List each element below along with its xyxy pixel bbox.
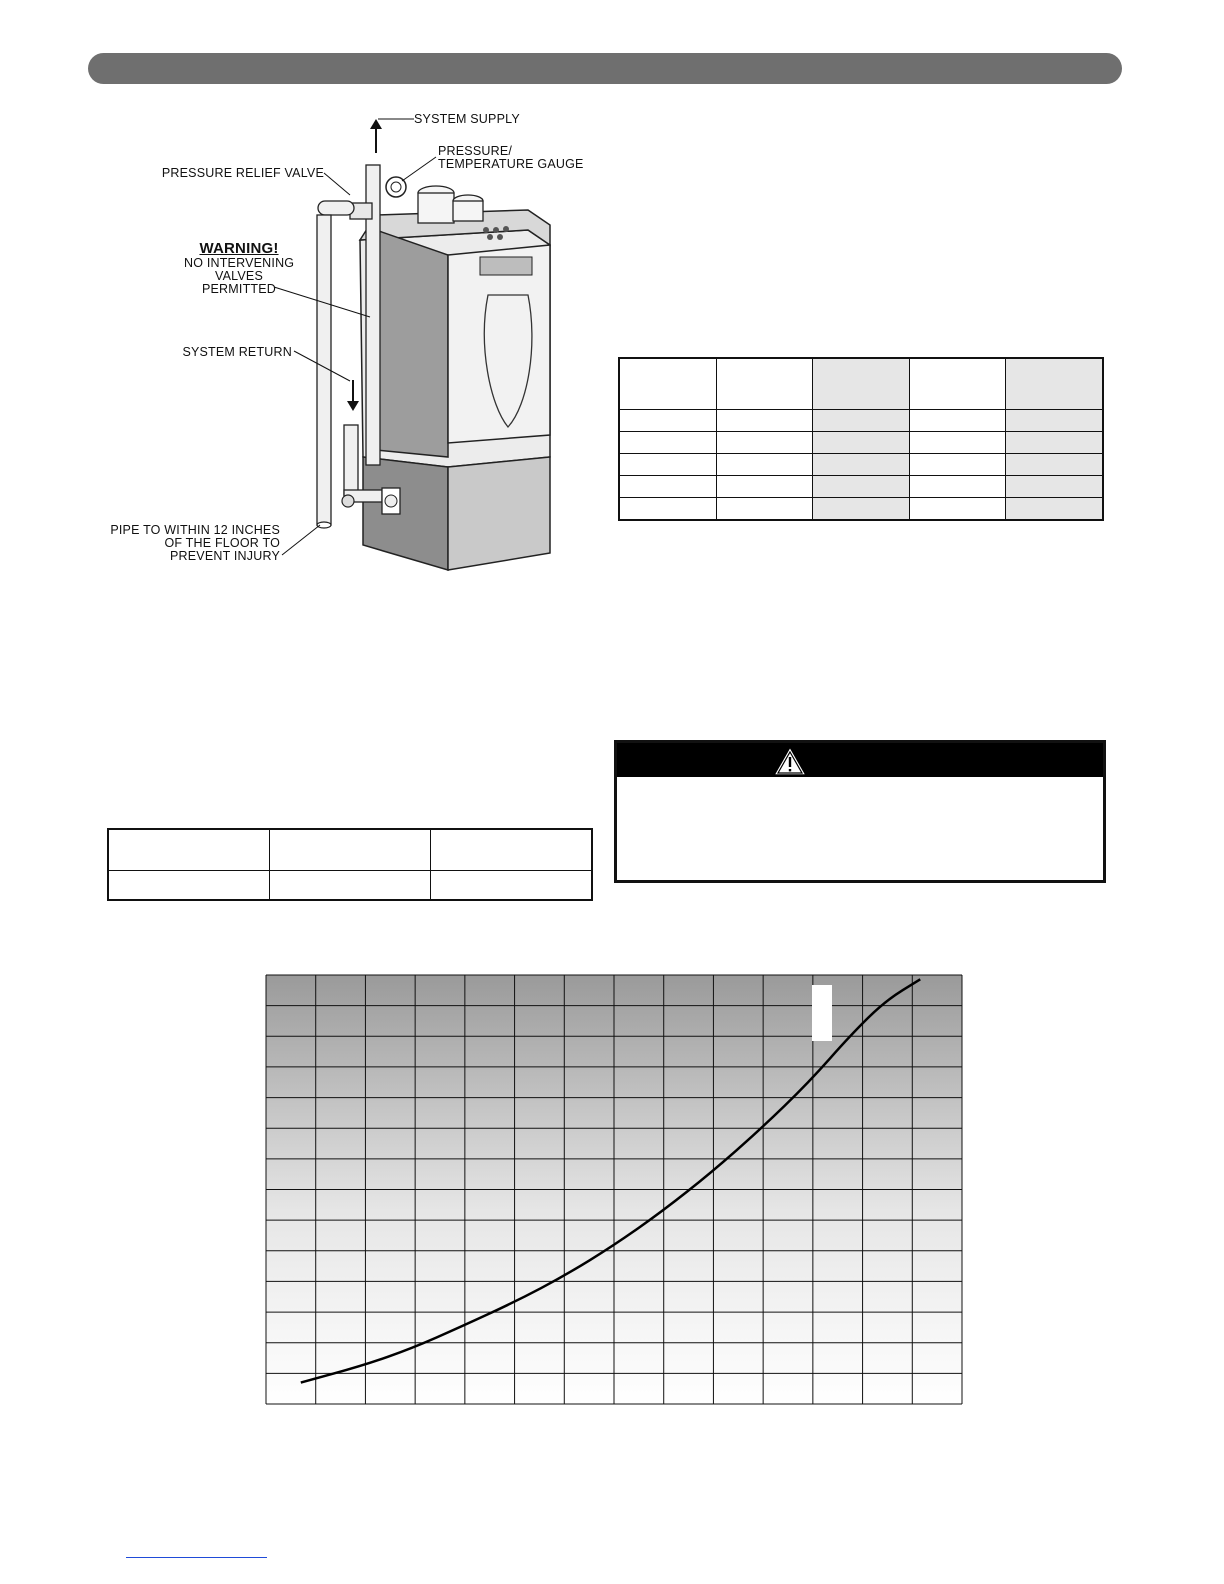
table-cell <box>813 476 910 498</box>
table-cell <box>716 498 813 521</box>
table-cell <box>813 498 910 521</box>
callout-pipe-to-floor <box>110 524 280 563</box>
table-cell <box>619 454 716 476</box>
warning-header <box>617 743 1103 777</box>
table-cell <box>909 498 1006 521</box>
callout-system-supply: SYSTEM SUPPLY <box>414 112 520 126</box>
table-cell <box>909 454 1006 476</box>
table-cell <box>1006 358 1103 410</box>
callout-pressure-relief-valve: PRESSURE RELIEF VALVE <box>161 166 324 180</box>
table-cell <box>1006 476 1103 498</box>
table-row <box>619 476 1103 498</box>
table-header-row <box>108 829 592 871</box>
table-cell <box>716 454 813 476</box>
table-cell <box>1006 498 1103 521</box>
warning-line2: VALVES <box>215 269 263 283</box>
table-cell <box>716 432 813 454</box>
table-row <box>619 498 1103 521</box>
table-cell <box>716 358 813 410</box>
boiler-piping-illustration <box>110 105 588 575</box>
table-cell <box>431 871 593 901</box>
warning-title: WARNING! <box>199 240 279 257</box>
right-table <box>618 357 1104 521</box>
pipe-line2: OF THE FLOOR TO <box>164 536 280 550</box>
table-row <box>619 454 1103 476</box>
table-cell <box>619 476 716 498</box>
table-cell <box>909 432 1006 454</box>
warning-line3: PERMITTED <box>201 282 277 296</box>
table-cell <box>909 358 1006 410</box>
table-cell <box>813 454 910 476</box>
table-cell <box>813 358 910 410</box>
table-cell <box>270 829 431 871</box>
callout-warning <box>184 241 294 296</box>
table-cell <box>1006 410 1103 432</box>
footer-link-underline <box>126 1557 267 1558</box>
header-bar <box>88 53 1122 84</box>
pressure-drop-chart <box>264 973 964 1407</box>
table-row <box>619 410 1103 432</box>
warning-line1: NO INTERVENING <box>184 256 295 270</box>
table-row <box>108 871 592 901</box>
table-cell <box>619 432 716 454</box>
table-cell <box>909 410 1006 432</box>
callout-system-return: SYSTEM RETURN <box>182 345 292 359</box>
table-cell <box>1006 432 1103 454</box>
table-cell <box>716 476 813 498</box>
table-cell <box>813 432 910 454</box>
chart-legend-box <box>812 985 832 1041</box>
table-header-row <box>619 358 1103 410</box>
pipe-line1: PIPE TO WITHIN 12 INCHES <box>110 523 280 537</box>
table-cell <box>108 829 270 871</box>
pipe-line3: PREVENT INJURY <box>169 549 280 563</box>
callout-pressure-line2: TEMPERATURE GAUGE <box>438 157 584 171</box>
table-row <box>619 432 1103 454</box>
callout-pressure-temperature-gauge <box>438 145 584 171</box>
table-cell <box>619 498 716 521</box>
left-table <box>107 828 593 901</box>
table-cell <box>619 410 716 432</box>
table-cell <box>108 871 270 901</box>
warning-triangle-icon <box>772 745 808 777</box>
table-cell <box>431 829 593 871</box>
table-cell <box>716 410 813 432</box>
warning-box <box>614 740 1106 883</box>
table-cell <box>813 410 910 432</box>
callout-pressure-line1: PRESSURE/ <box>438 144 513 158</box>
table-cell <box>909 476 1006 498</box>
table-cell <box>270 871 431 901</box>
table-cell <box>1006 454 1103 476</box>
table-cell <box>619 358 716 410</box>
